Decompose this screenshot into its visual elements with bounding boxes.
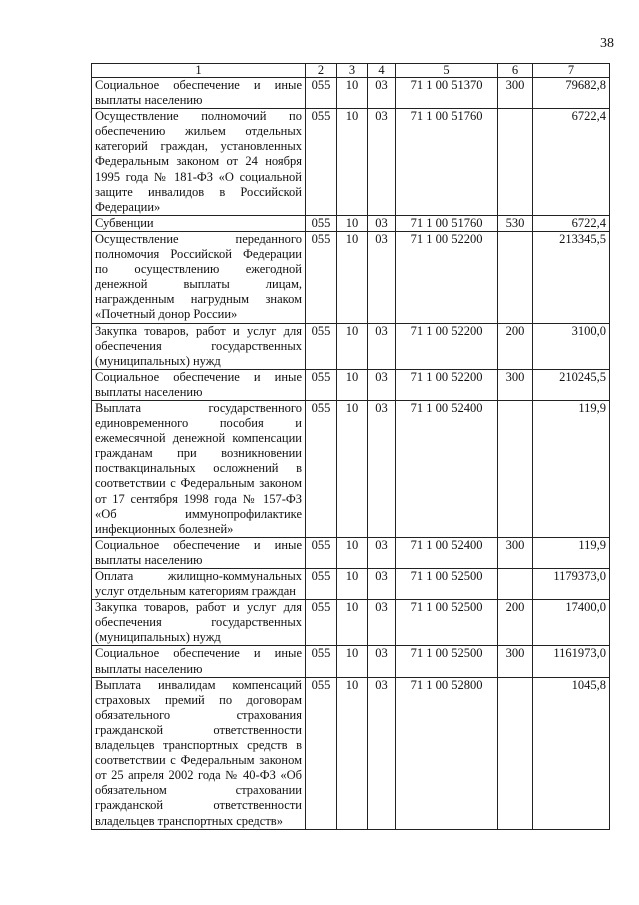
target-article-code: 71 1 00 52500 — [396, 569, 498, 600]
section-code: 10 — [337, 600, 368, 646]
item-name: Социальное обеспечение и иные выплаты населению — [92, 537, 306, 568]
section-code: 10 — [337, 646, 368, 677]
amount: 3100,0 — [533, 323, 610, 369]
section-code: 10 — [337, 215, 368, 231]
amount: 210245,5 — [533, 369, 610, 400]
table-row — [92, 323, 610, 369]
section-code: 10 — [337, 369, 368, 400]
amount: 17400,0 — [533, 600, 610, 646]
subsection-code: 03 — [368, 677, 396, 829]
item-name: Выплата государственного единовременного пособия и ежемесячной денежной компенсации гражданам при возникновении поствакцинальных осложнений в соответствии с Федеральным законом от 17 сентября 1998 года № 157-ФЗ «Об иммунопрофилактике инфекционных болезней» — [92, 400, 306, 537]
expense-type-code: 300 — [498, 78, 533, 109]
expense-type-code: 300 — [498, 537, 533, 568]
target-article-code: 71 1 00 52200 — [396, 323, 498, 369]
item-name: Осуществление переданного полномочия Российской Федерации по осуществлению ежегодной денежной выплаты лицам, награжденным нагрудным знаком «Почетный донор России» — [92, 231, 306, 323]
table-row — [92, 677, 610, 829]
table-row — [92, 369, 610, 400]
section-code: 10 — [337, 231, 368, 323]
item-name: Социальное обеспечение и иные выплаты населению — [92, 369, 306, 400]
ministry-code: 055 — [306, 600, 337, 646]
amount: 1179373,0 — [533, 569, 610, 600]
target-article-code: 71 1 00 52200 — [396, 231, 498, 323]
subsection-code: 03 — [368, 400, 396, 537]
column-header: 2 — [306, 64, 337, 78]
column-header: 3 — [337, 64, 368, 78]
section-code: 10 — [337, 78, 368, 109]
amount: 1045,8 — [533, 677, 610, 829]
column-header: 6 — [498, 64, 533, 78]
target-article-code: 71 1 00 51760 — [396, 215, 498, 231]
page-number: 38 — [600, 36, 614, 51]
item-name: Осуществление полномочий по обеспечению жильем отдельных категорий граждан, установленных Федеральным законом от 24 ноября 1995 года № 181-ФЗ «О социальной защите инвалидов в Российской Федерации» — [92, 109, 306, 216]
ministry-code: 055 — [306, 323, 337, 369]
ministry-code: 055 — [306, 646, 337, 677]
ministry-code: 055 — [306, 537, 337, 568]
table-row — [92, 600, 610, 646]
ministry-code: 055 — [306, 78, 337, 109]
target-article-code: 71 1 00 52800 — [396, 677, 498, 829]
expense-type-code — [498, 569, 533, 600]
item-name: Социальное обеспечение и иные выплаты населению — [92, 78, 306, 109]
subsection-code: 03 — [368, 231, 396, 323]
budget-table — [91, 63, 610, 830]
ministry-code: 055 — [306, 677, 337, 829]
subsection-code: 03 — [368, 537, 396, 568]
table-row — [92, 215, 610, 231]
expense-type-code — [498, 677, 533, 829]
amount: 1161973,0 — [533, 646, 610, 677]
ministry-code: 055 — [306, 569, 337, 600]
section-code: 10 — [337, 569, 368, 600]
table-row — [92, 569, 610, 600]
subsection-code: 03 — [368, 78, 396, 109]
column-number-row — [92, 64, 610, 78]
expense-type-code: 200 — [498, 323, 533, 369]
target-article-code: 71 1 00 51370 — [396, 78, 498, 109]
amount: 119,9 — [533, 537, 610, 568]
section-code: 10 — [337, 677, 368, 829]
ministry-code: 055 — [306, 400, 337, 537]
target-article-code: 71 1 00 51760 — [396, 109, 498, 216]
expense-type-code — [498, 109, 533, 216]
amount: 6722,4 — [533, 215, 610, 231]
column-header: 5 — [396, 64, 498, 78]
section-code: 10 — [337, 109, 368, 216]
ministry-code: 055 — [306, 369, 337, 400]
subsection-code: 03 — [368, 600, 396, 646]
subsection-code: 03 — [368, 215, 396, 231]
table-row — [92, 537, 610, 568]
amount: 79682,8 — [533, 78, 610, 109]
subsection-code: 03 — [368, 369, 396, 400]
expense-type-code: 300 — [498, 369, 533, 400]
target-article-code: 71 1 00 52200 — [396, 369, 498, 400]
section-code: 10 — [337, 400, 368, 537]
table-row — [92, 78, 610, 109]
ministry-code: 055 — [306, 231, 337, 323]
column-header: 1 — [92, 64, 306, 78]
section-code: 10 — [337, 537, 368, 568]
subsection-code: 03 — [368, 109, 396, 216]
expense-type-code: 200 — [498, 600, 533, 646]
expense-type-code — [498, 400, 533, 537]
table-row — [92, 231, 610, 323]
target-article-code: 71 1 00 52500 — [396, 646, 498, 677]
expense-type-code: 530 — [498, 215, 533, 231]
table-row — [92, 109, 610, 216]
expense-type-code — [498, 231, 533, 323]
item-name: Выплата инвалидам компенсаций страховых премий по договорам обязательного страхования гражданской ответственности владельцев транспортных средств в соответствии с Федеральным законом от 25 апреля 2002 года № 40-ФЗ «Об обязательном страховании гражданской ответственности владельцев транспортных средств» — [92, 677, 306, 829]
column-header: 7 — [533, 64, 610, 78]
section-code: 10 — [337, 323, 368, 369]
subsection-code: 03 — [368, 323, 396, 369]
subsection-code: 03 — [368, 646, 396, 677]
amount: 213345,5 — [533, 231, 610, 323]
ministry-code: 055 — [306, 109, 337, 216]
amount: 119,9 — [533, 400, 610, 537]
table-row — [92, 646, 610, 677]
ministry-code: 055 — [306, 215, 337, 231]
item-name: Оплата жилищно-коммунальных услуг отдельным категориям граждан — [92, 569, 306, 600]
item-name: Социальное обеспечение и иные выплаты населению — [92, 646, 306, 677]
expense-type-code: 300 — [498, 646, 533, 677]
target-article-code: 71 1 00 52400 — [396, 400, 498, 537]
item-name: Субвенции — [92, 215, 306, 231]
target-article-code: 71 1 00 52500 — [396, 600, 498, 646]
amount: 6722,4 — [533, 109, 610, 216]
target-article-code: 71 1 00 52400 — [396, 537, 498, 568]
column-header: 4 — [368, 64, 396, 78]
subsection-code: 03 — [368, 569, 396, 600]
item-name: Закупка товаров, работ и услуг для обеспечения государственных (муниципальных) нужд — [92, 323, 306, 369]
table-row — [92, 400, 610, 537]
item-name: Закупка товаров, работ и услуг для обеспечения государственных (муниципальных) нужд — [92, 600, 306, 646]
